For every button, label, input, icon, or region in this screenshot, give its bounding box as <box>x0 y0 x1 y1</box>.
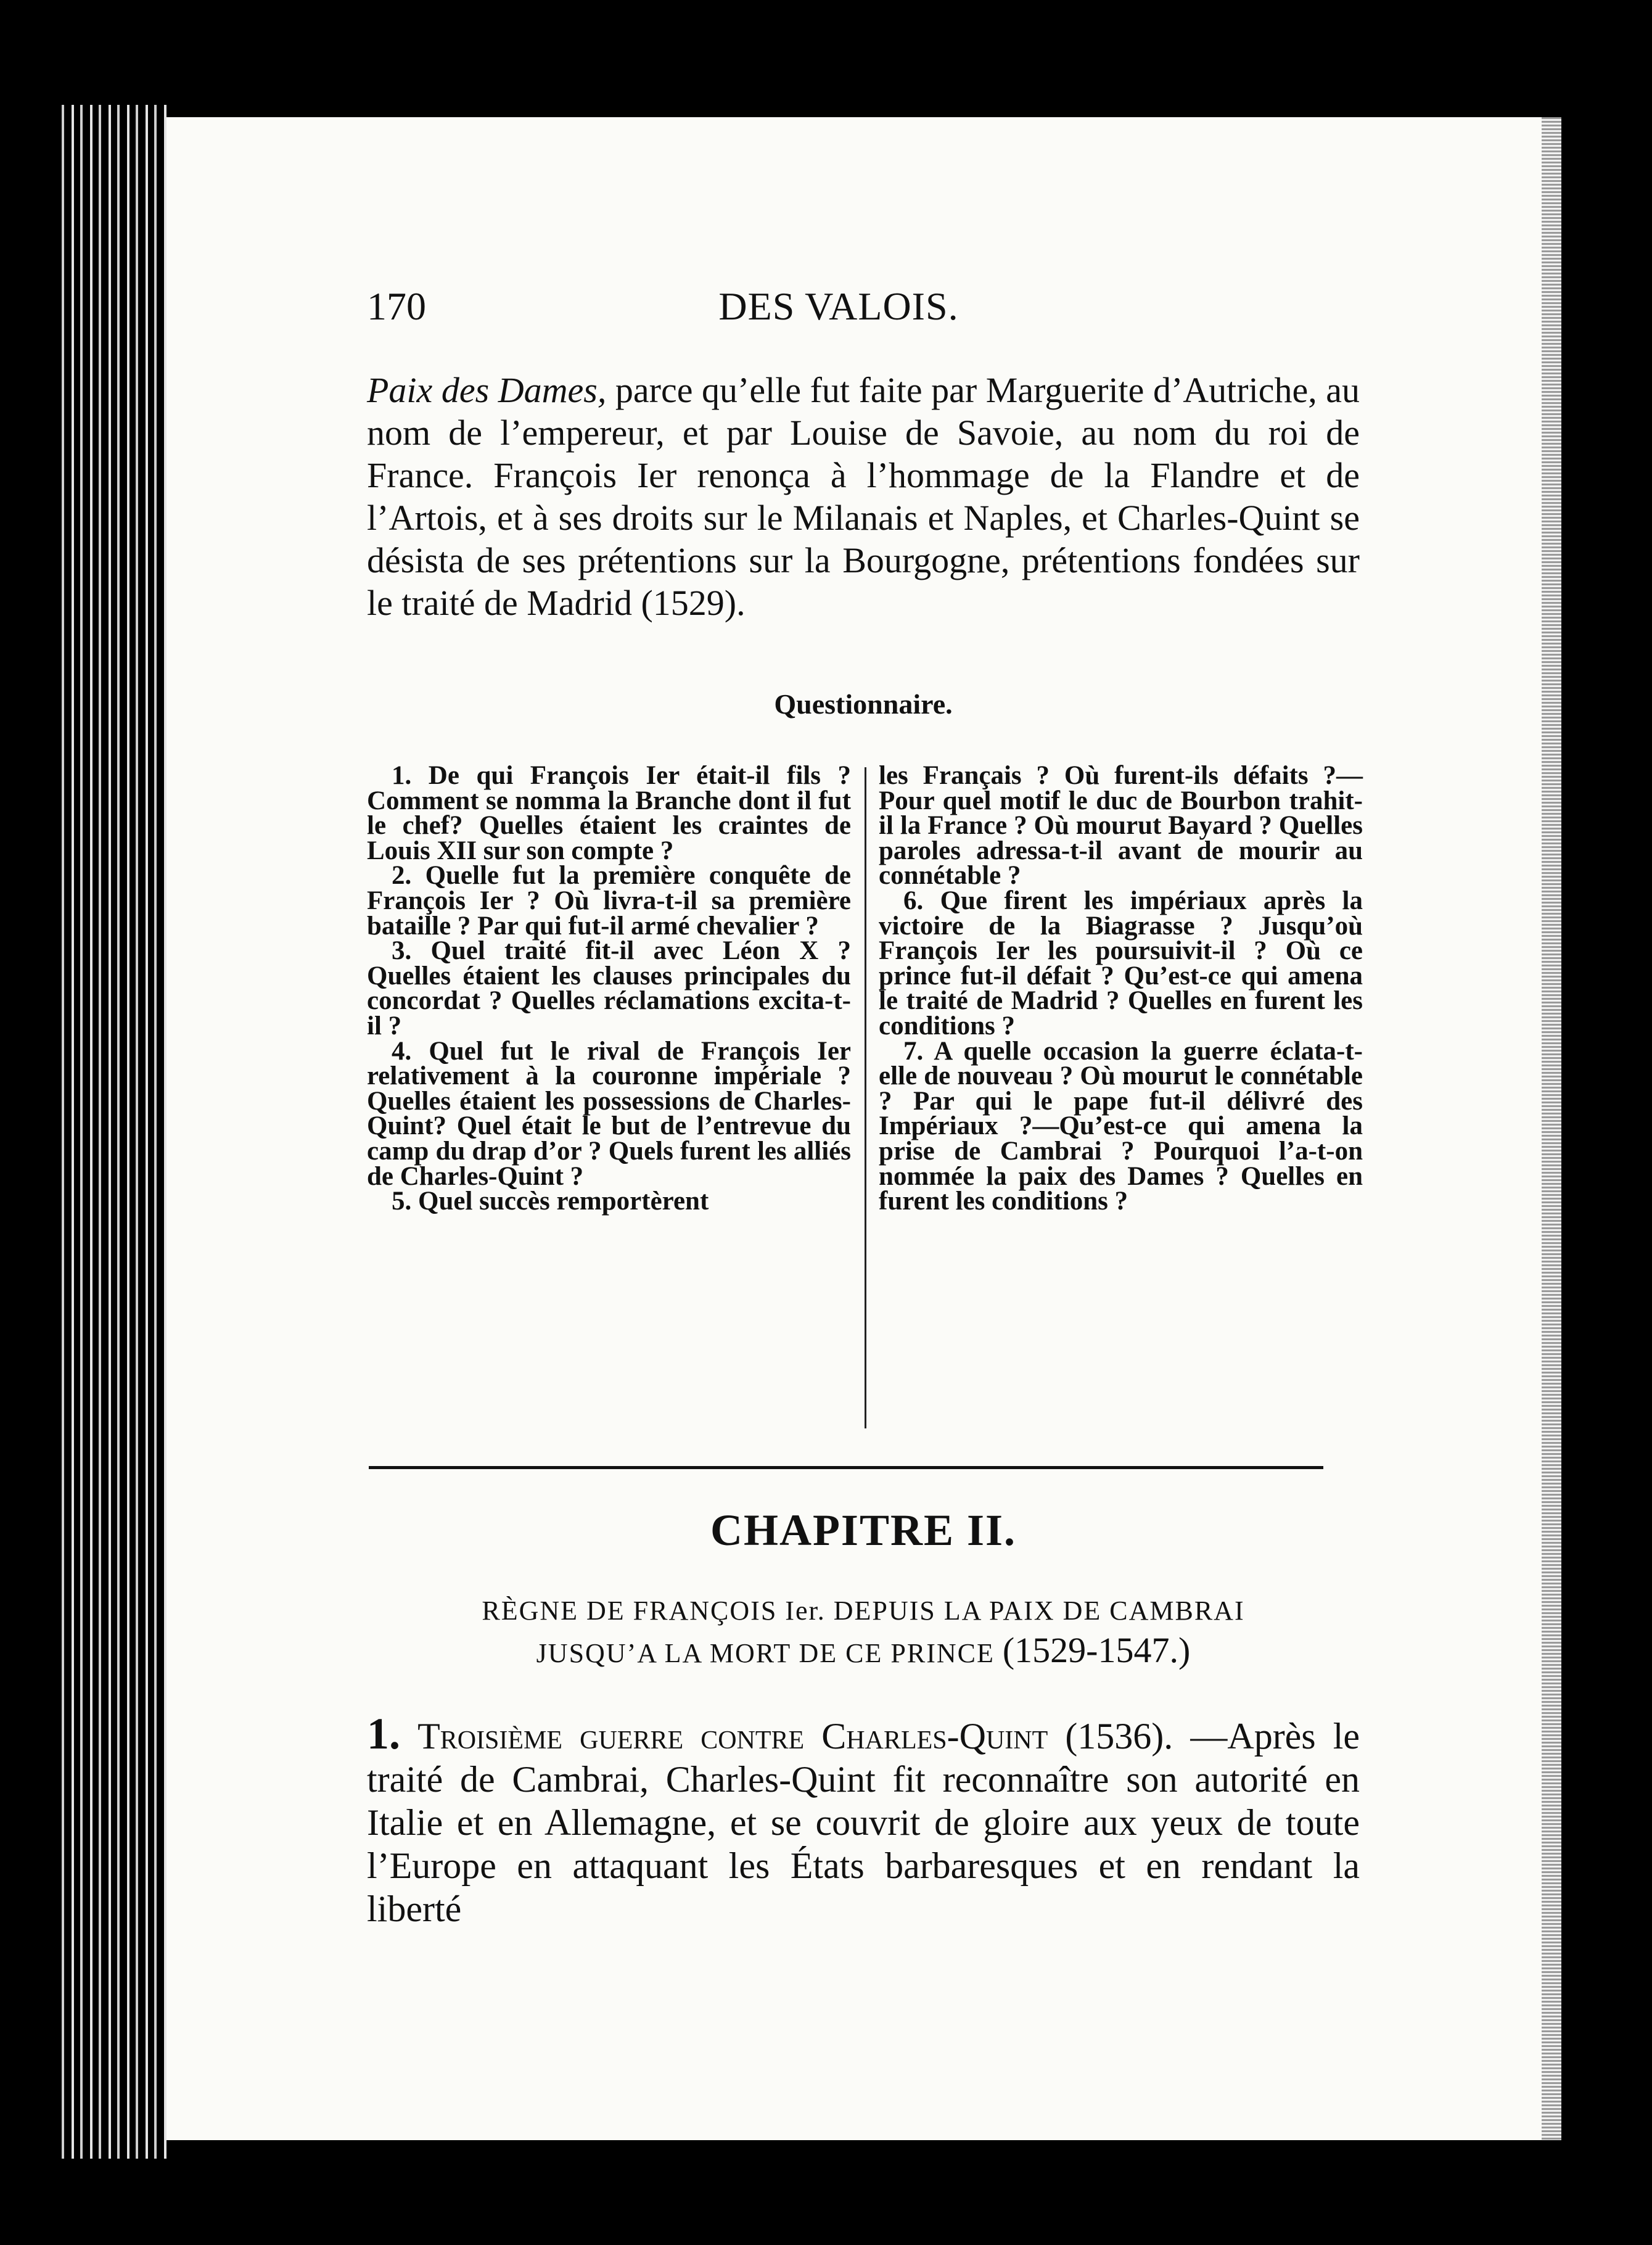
questionnaire-left-column <box>367 761 851 1216</box>
page-number: 170 <box>367 284 426 328</box>
question-5: 5. Quel succès remportèrent <box>392 1187 709 1216</box>
chapter-subtitle-line2: JUSQU’A LA MORT DE CE PRINCE <box>536 1638 995 1668</box>
question-5-continued: les Français ? Où furent-ils défaits ?—Pour quel motif le duc de Bourbon trahit-il la France ? Où mourut Bayard ? Quelles paroles adressa-t-il avant de mourir au connétable ? <box>879 761 1363 891</box>
paragraph-text: parce qu’elle fut faite par Marguerite d’Autriche, au nom de l’empereur, et par Louise de Savoie, au nom du roi de France. François Ier renonça à l’hommage de la Flandre et de l’Artois, et à ses droits sur le Milanais et Naples, et Charles-Quint se désista de ses prétentions sur la Bourgogne, prétentions fondées sur le traité de Madrid (1529). <box>367 370 1360 623</box>
page-edge <box>1542 117 1561 2140</box>
question-7: 7. A quelle occasion la guerre éclata-t-elle de nouveau ? Où mourut le connétable ? Par qui le pape fut-il délivré des Impériaux ?—Qu’est-ce qui amena la prise de Cambrai ? Pourquoi l’a-t-on nommée la paix des Dames ? Quelles en furent les conditions ? <box>879 1036 1363 1216</box>
chapter-subtitle-line1: RÈGNE DE FRANÇOIS Ier. DEPUIS LA PAIX DE CAMBRAI <box>482 1596 1245 1626</box>
chapter-years: (1529-1547.) <box>1002 1630 1191 1670</box>
question-1: 1. De qui François Ier était-il fils ? Comment se nomma la Branche dont il fut le chef? Quelles étaient les craintes de Louis XII sur son compte ? <box>367 761 851 865</box>
question-2: 2. Quelle fut la première conquête de François Ier ? Où livra-t-il sa première bataille ? Par qui fut-il armé chevalier ? <box>367 861 851 941</box>
question-4: 4. Quel fut le rival de François Ier relativement à la couronne impériale ? Quelles étaient les possessions de Charles-Quint? Quel était le but de l’entrevue du camp du drap d’or ? Quels furent les alliés de Charles-Quint ? <box>367 1036 851 1191</box>
column-divider <box>865 767 866 1428</box>
question-6: 6. Que firent les impériaux après la victoire de la Biagrasse ? Jusqu’où François Ier les poursuivit-il ? Où ce prince fut-il défait ? Qu’est-ce qui amena le traité de Madrid ? Quelles en furent les conditions ? <box>879 886 1363 1040</box>
body-paragraph <box>367 369 1360 624</box>
chapter-subtitle <box>367 1591 1360 1673</box>
section-text: —Après le traité de Cambrai, Charles-Quint fit reconnaître son autorité en Italie et en Allemagne, et se couvrit de gloire aux yeux de toute l’Europe en attaquant les États barbaresques et en rendant la liberté <box>367 1716 1360 1929</box>
questionnaire-columns <box>367 761 1363 1436</box>
italic-phrase: Paix des Dames, <box>367 370 607 410</box>
section-heading: Troisième guerre contre Charles-Quint (1536). <box>417 1716 1173 1757</box>
chapter-title: CHAPITRE II. <box>710 1506 1017 1555</box>
book-spine <box>55 105 166 2159</box>
running-head: DES VALOIS. <box>718 284 959 328</box>
section-1 <box>367 1709 1360 1930</box>
questionnaire-title: Questionnaire. <box>774 688 953 720</box>
questionnaire-right-column <box>879 761 1363 1216</box>
question-3: 3. Quel traité fit-il avec Léon X ? Quelles étaient les clauses principales du concordat ? Quelles réclamations excita-t-il ? <box>367 936 851 1040</box>
section-rule <box>369 1466 1323 1469</box>
page-header <box>367 284 1310 339</box>
section-number: 1. <box>367 1709 400 1758</box>
